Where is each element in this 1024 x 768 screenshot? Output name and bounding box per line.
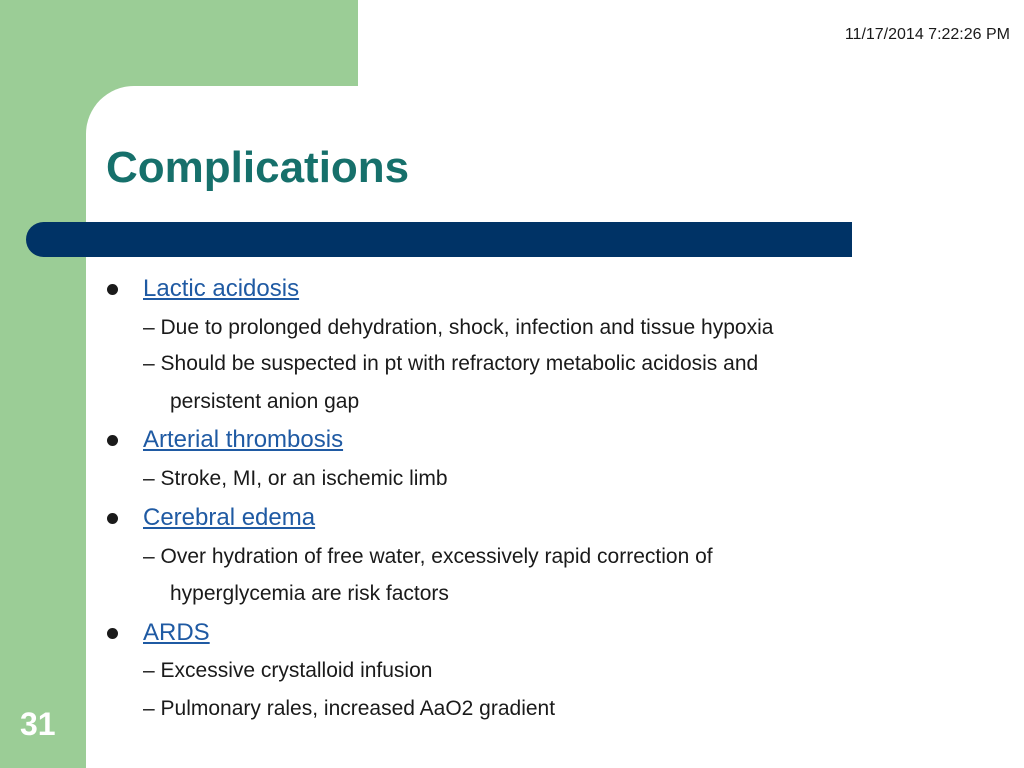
- bullet-dot: [107, 513, 118, 524]
- sub-item: – Pulmonary rales, increased AaO2 gradient: [143, 697, 556, 720]
- sub-item: – Due to prolonged dehydration, shock, infection and tissue hypoxia: [143, 316, 774, 339]
- slide-title: Complications: [106, 143, 410, 192]
- bullet-dot: [107, 284, 118, 295]
- sub-item: – Stroke, MI, or an ischemic limb: [143, 467, 448, 490]
- title-underline-bar: [26, 222, 852, 257]
- sub-item-continuation: hyperglycemia are risk factors: [170, 582, 449, 605]
- bullet-heading-ards[interactable]: ARDS: [143, 619, 210, 646]
- bullet-dot: [107, 628, 118, 639]
- side-panel-top: [0, 0, 358, 86]
- slide-number: 31: [20, 706, 56, 742]
- timestamp: 11/17/2014 7:22:26 PM: [844, 26, 1010, 43]
- sub-item: – Should be suspected in pt with refractory metabolic acidosis and: [143, 352, 759, 375]
- sub-item-continuation: persistent anion gap: [170, 390, 360, 413]
- bullet-heading-lactic-acidosis[interactable]: Lactic acidosis: [143, 275, 300, 302]
- sub-item: – Over hydration of free water, excessively rapid correction of: [143, 545, 713, 568]
- bullet-dot: [107, 435, 118, 446]
- sub-item: – Excessive crystalloid infusion: [143, 659, 433, 682]
- bullet-heading-cerebral-edema[interactable]: Cerebral edema: [143, 504, 316, 531]
- bullet-heading-arterial-thrombosis[interactable]: Arterial thrombosis: [143, 426, 344, 453]
